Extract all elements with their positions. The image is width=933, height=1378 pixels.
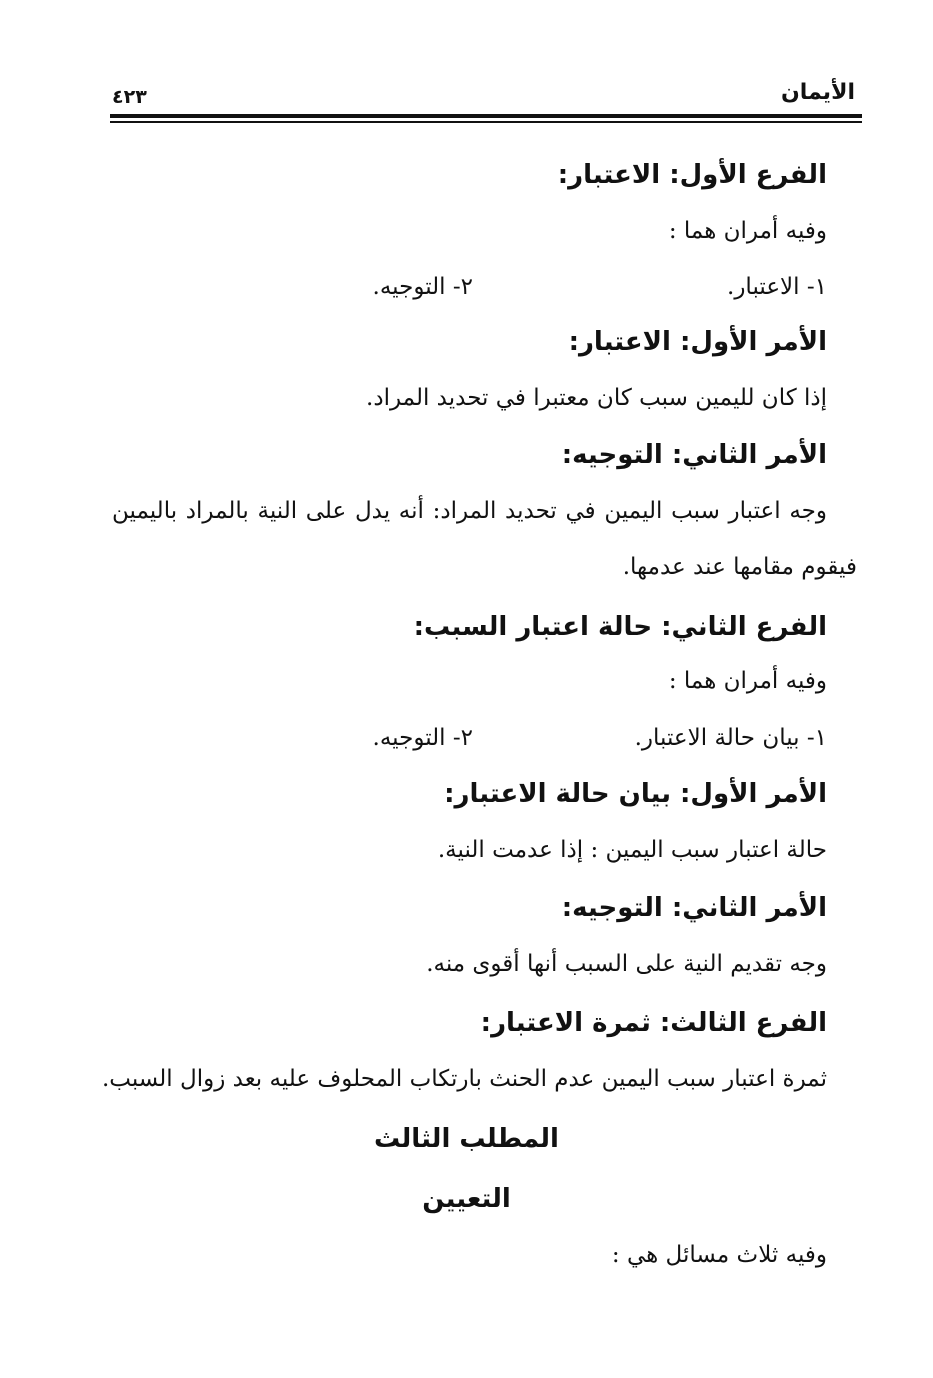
list-item-1: ١- بيان حالة الاعتبار. [634, 725, 827, 751]
paragraph-line: وفيه أمران هما : [668, 668, 827, 694]
paragraph-line: إذا كان لليمين سبب كان معتبرا في تحديد المراد. [366, 385, 827, 411]
section-heading-third-branch: الفرع الثالث: ثمرة الاعتبار: [480, 1008, 827, 1038]
chapter-subtitle: التعيين [422, 1184, 511, 1214]
running-header-title: الأيمان [781, 80, 855, 105]
paragraph-line: حالة اعتبار سبب اليمين : إذا عدمت النية. [437, 837, 827, 863]
paragraph-line: وجه اعتبار سبب اليمين في تحديد المراد: أنه يدل على النية بالمراد باليمين [112, 498, 827, 524]
header-rule-thin [110, 121, 862, 123]
paragraph-line: وفيه ثلاث مسائل هي : [611, 1242, 827, 1268]
page-number: ٤٢٣ [112, 86, 147, 108]
list-item-2: ٢- التوجيه. [372, 725, 473, 751]
subsection-heading: الأمر الأول: الاعتبار: [568, 327, 827, 357]
paragraph-line: وفيه أمران هما : [668, 218, 827, 244]
subsection-heading: الأمر الثاني: التوجيه: [561, 893, 827, 923]
paragraph-line: ثمرة اعتبار سبب اليمين عدم الحنث بارتكاب المحلوف عليه بعد زوال السبب. [101, 1066, 827, 1092]
subsection-heading: الأمر الأول: بيان حالة الاعتبار: [444, 779, 827, 809]
subsection-heading: الأمر الثاني: التوجيه: [561, 440, 827, 470]
section-heading-first-branch: الفرع الأول: الاعتبار: [557, 160, 827, 190]
header-rule-thick [110, 114, 862, 118]
list-item-1: ١- الاعتبار. [727, 274, 827, 300]
section-heading-second-branch: الفرع الثاني: حالة اعتبار السبب: [413, 612, 827, 642]
list-item-2: ٢- التوجيه. [372, 274, 473, 300]
paragraph-line: وجه تقديم النية على السبب أنها أقوى منه. [426, 951, 827, 977]
paragraph-line: فيقوم مقامها عند عدمها. [622, 554, 857, 580]
chapter-title: المطلب الثالث [374, 1124, 559, 1154]
